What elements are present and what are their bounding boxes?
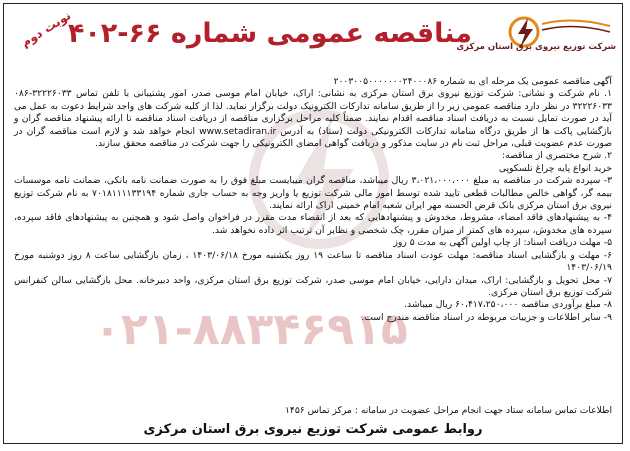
header [4,4,622,76]
round-tag: نوبت دوم [18,8,74,50]
paragraph-5: ۵- مهلت دریافت اسناد: از چاپ اولین آگهی به مدت ۵ روز [393,237,612,249]
public-relations-signature: روابط عمومی شرکت توزیع نیروی برق استان مرکزی [143,422,483,437]
company-logo-text: شرکت توزیع نیروی برق استان مرکزی [456,42,616,52]
paragraph-8: ۸- مبلغ برآوردی مناقصه ۶۰،۴۱۷،۲۵۰،۰۰۰ ریال میباشد. [404,299,612,311]
paragraph-2-item: خرید انواع پایه چراغ تلسکوپی [498,162,612,174]
phone-watermark: ۰۲۱-۸۸۳۴۶۹۱۵ [94,304,408,355]
paragraph-6: ۶- مهلت و بازگشایی اسناد مناقصه: مهلت عودت اسناد مناقصه تا ساعت ۱۹ روز یکشنبه مورخ ۱۴۰۳/۰۶/۱۸ ، زمان بازگشایی ساعت ۸ روز دوشنبه مورخ ۱۴۰۳/۰۶/۱۹ [14,249,612,274]
paragraph-4: ۴- به پیشنهادهای فاقد امضاء، مشروط، مخدوش و پیشنهادهایی که بعد از انقضاء مدت مقرر در فراخوان واصل شود و همچنین به پیشنهادهای فاقد سپرده، سپرده های مخدوش، سپرده های کمتر از میزان مقرر، چک شخصی و نظایر آن ترتیب اثر داده نخواهد شد. [14,212,612,236]
paragraph-2-heading: ۲. شرح مختصری از مناقصه: [502,150,612,162]
contact-line: اطلاعات تماس سامانه ستاد جهت انجام مراحل عضویت در سامانه : مرکز تماس ۱۴۵۶ [285,405,612,416]
paragraph-7: ۷- محل تحویل و بازگشایی: اراک، میدان دارایی، خیابان امام موسی صدر، شرکت توزیع برق استان مرکزی، واحد دبیرخانه. محل بازگشایی سالن کنفرانس شرکت توزیع برق استان مرکزی. [14,274,612,298]
paragraph-9: ۹- سایر اطلاعات و جزییات مربوطه در اسناد مناقصه مندرج است. [361,311,612,323]
intro-line: آگهی مناقصه عمومی یک مرحله ای به شماره ۲۰۰۳۰۰۵۰۰۰۰۰۰۰۲۴۰۰۰۸۶ [333,76,612,87]
paragraph-3: ۳- سپرده شرکت در مناقصه به مبلغ ۳،۰۲۱،۰۰۰،۰۰۰ ریال میباشد، مناقصه گران میبایست مبلغ فوق را به صورت ضمانت نامه بانکی، ضمانت نامه موسسات بیمه گر، گواهی خالص مطالبات قطعی تایید شده توسط امور مالی شرکت توزیع یا واریز وجه به حساب جاری شماره ۷۰۱۸۱۱۱۱۳۳۱۹۴ به نام شرکت توزیع نیروی برق استان مرکزی بانک قرض الحسنه مهر ایران شعبه امام خمینی اراک ارائه نمایند. [14,175,613,212]
notice-body [14,76,612,324]
notice-title: مناقصه عمومی شماره ۶۶-۴۰۲ [67,18,472,49]
company-logo-icon [456,14,616,66]
tender-notice [3,3,623,444]
paragraph-1: ۱. نام شرکت و نشانی: شرکت توزیع نیروی برق استان مرکزی به نشانی: اراک، خیابان امام موسی صدر، امور پشتیبانی با تلفن تماس ۳۲۲۲۶۰۳۳-۰۸۶ ۳۲۲۲۶۰۳۳ در نظر دارد مناقصه عمومی زیر را از طریق سامانه تدارکات الکترونیک دولت برگزار نماید. لذا از کلیه شرکت های واجد شرایط دعوت به عمل می آید در صورت تمایل نسبت به دریافت اسناد مناقصه اقدام نمایند. ضمناً کلیه مراحل برگزاری مناقصه از دریافت اسناد مناقصه تا ارائه پیشنهاد مناقصه گران و بازگشایی پاکت ها از طریق درگاه سامانه تدارکات الکترونیکی دولت (ستاد) به آدرس www.setadiran.ir انجام خواهد شد و لازم است مناقصه گران در صورت عدم عضویت قبلی، مراحل ثبت نام در سایت مذکور و دریافت گواهی امضای الکترونیکی را جهت شرکت در مناقصه محقق سازند. [14,88,612,150]
